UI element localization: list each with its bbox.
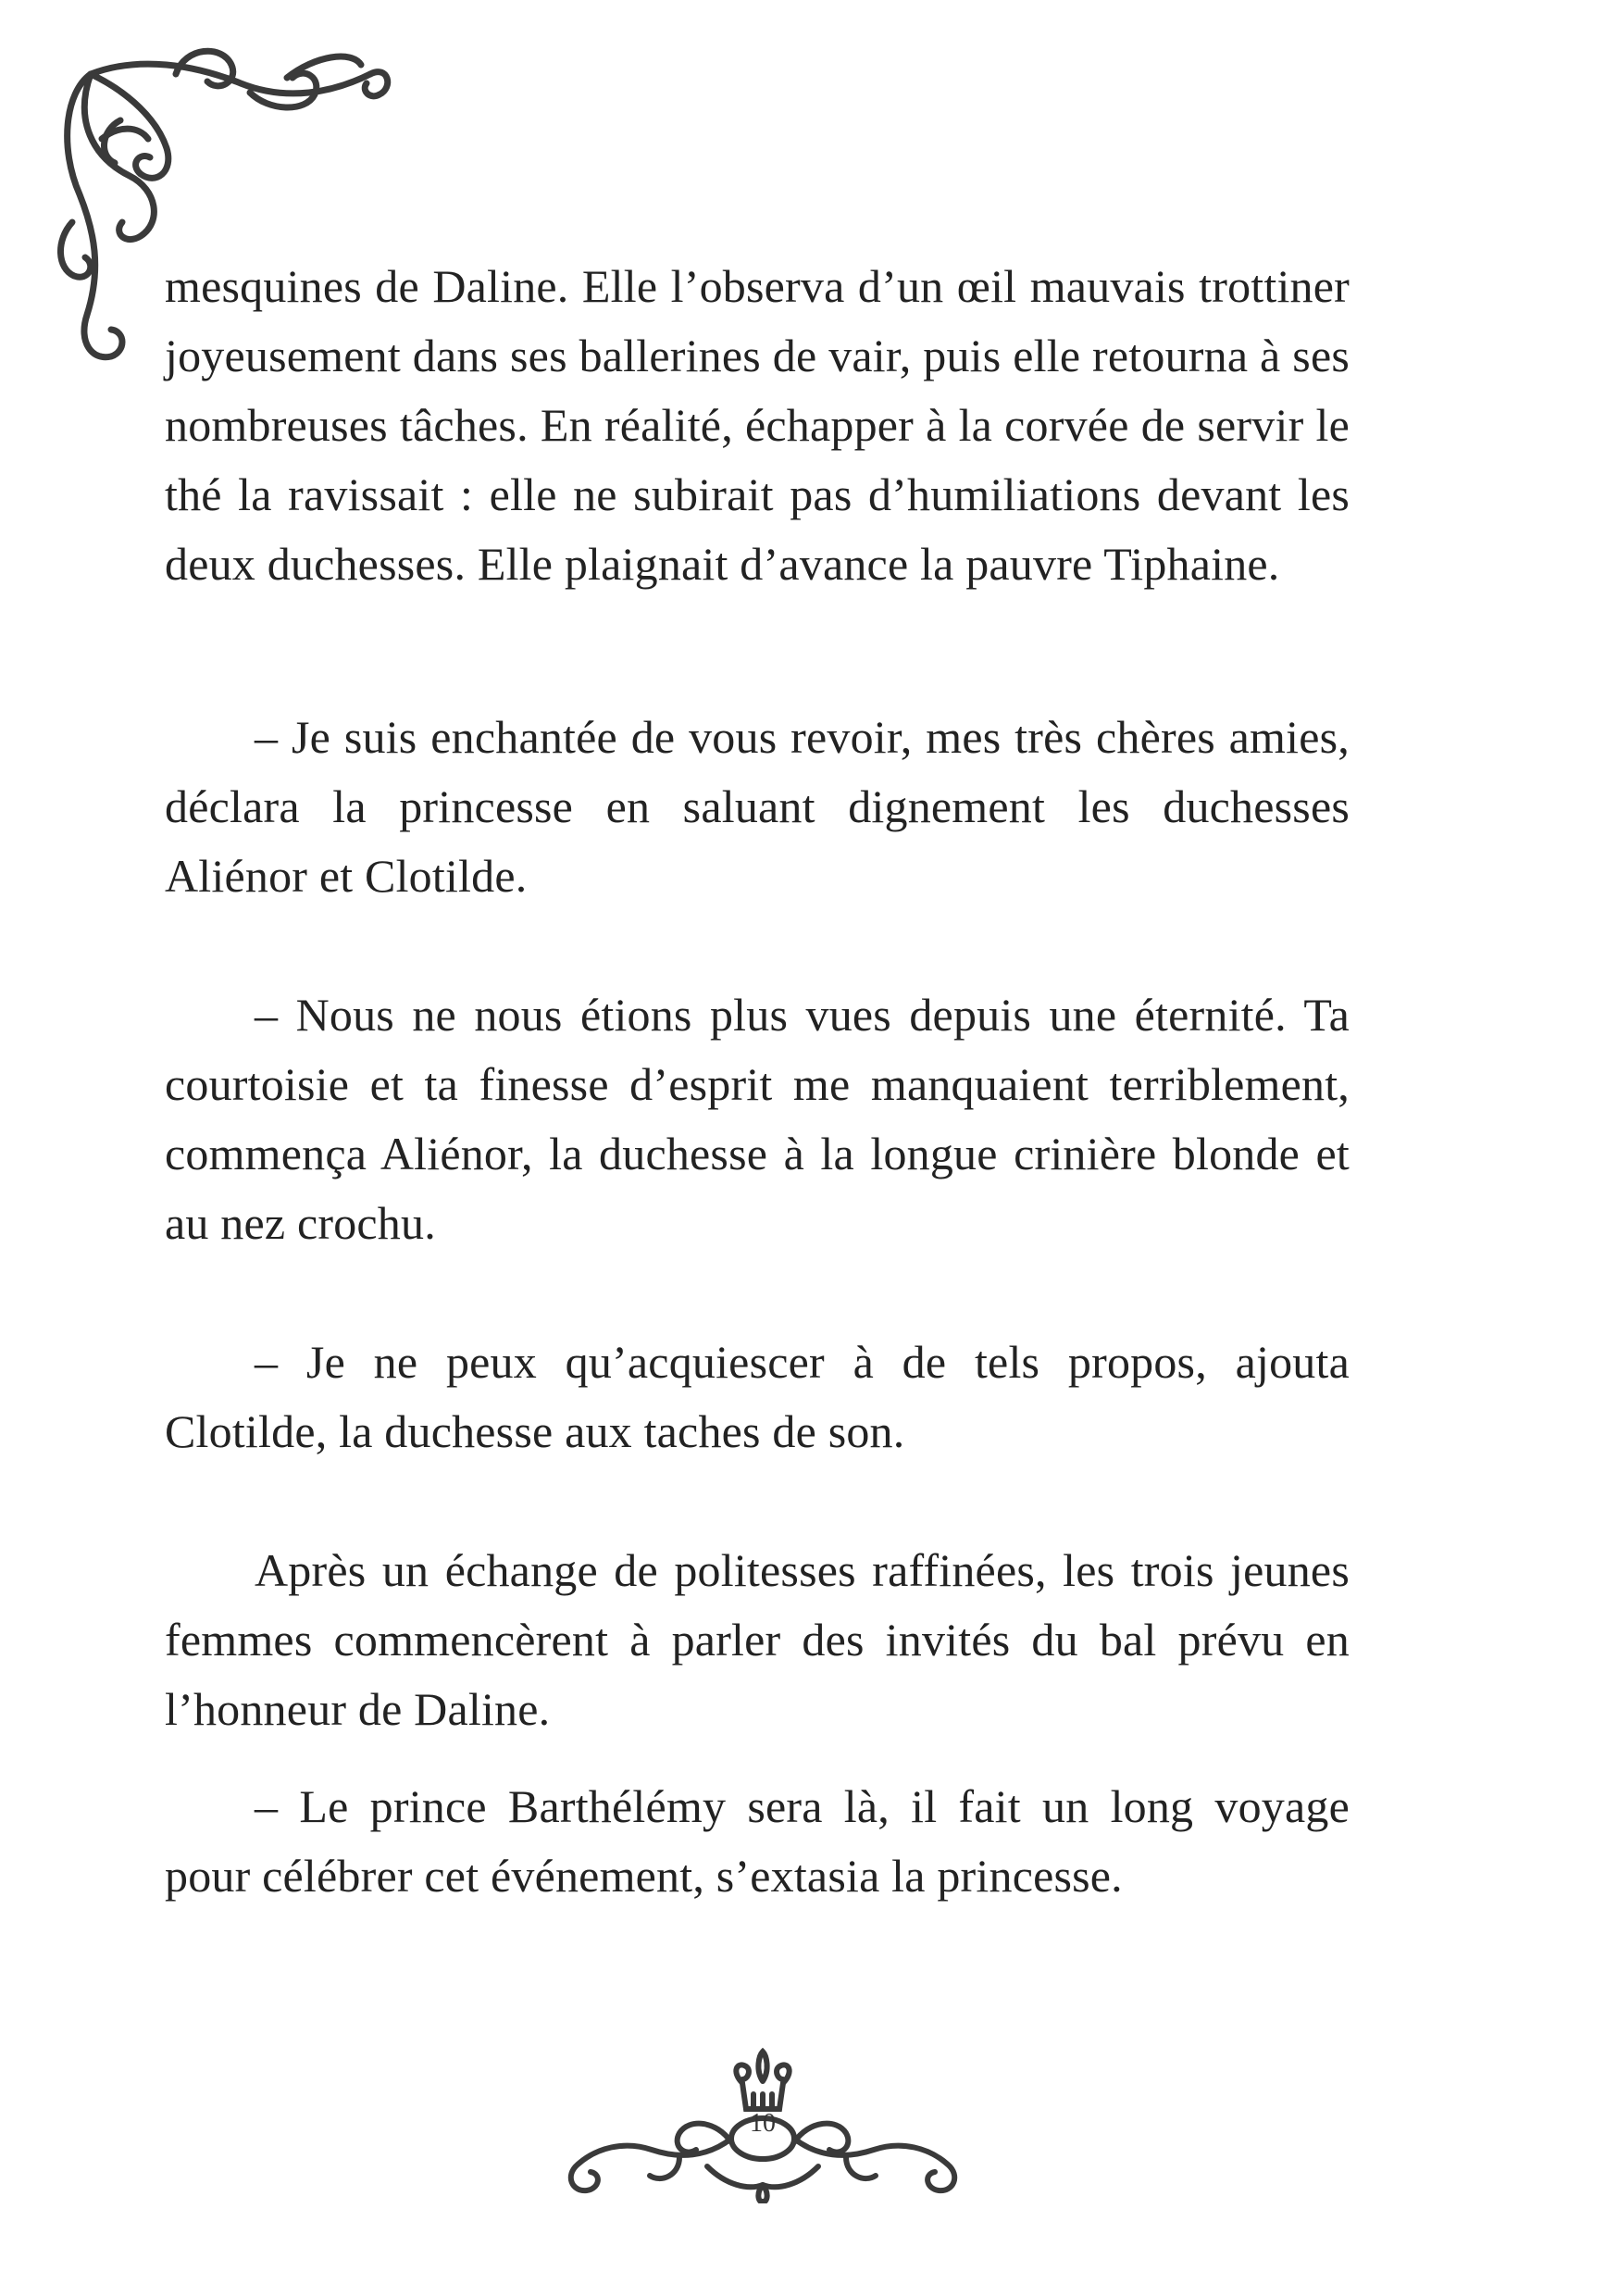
paragraph-1: mesquines de Daline. Elle l’observa d’un œil mauvais trottiner joyeusement dans ses ballerines de vair, puis elle retourna à ses nombreuses tâches. En réalité, échapper à la corvée de servir le thé la ravissait : elle ne subirait pas d’humiliations devant les deux duchesses. Elle plaignait d’avance la pauvre Tiphaine.: [165, 260, 1350, 590]
paragraph-3: – Nous ne nous étions plus vues depuis une éternité. Ta courtoisie et ta finesse d’esprit me manquaient terriblement, commença Aliénor, la duchesse à la longue crinière blonde et au nez crochu.: [165, 989, 1350, 1249]
page-number: 10: [750, 2109, 776, 2138]
paragraph-6: – Le prince Barthélémy sera là, il fait un long voyage pour célébrer cet événement, s’extasia la princesse.: [165, 1780, 1350, 1902]
paragraph-2: – Je suis enchantée de vous revoir, mes très chères amies, déclara la princesse en saluant dignement les duchesses Aliénor et Clotilde.: [165, 711, 1350, 902]
paragraph-5: Après un échange de politesses raffinées, les trois jeunes femmes commencèrent à parler des invités du bal prévu en l’honneur de Daline.: [165, 1544, 1350, 1735]
paragraph-4: – Je ne peux qu’acquiescer à de tels propos, ajouta Clotilde, la duchesse aux taches de son.: [165, 1336, 1350, 1457]
body-text: [165, 252, 1350, 1911]
